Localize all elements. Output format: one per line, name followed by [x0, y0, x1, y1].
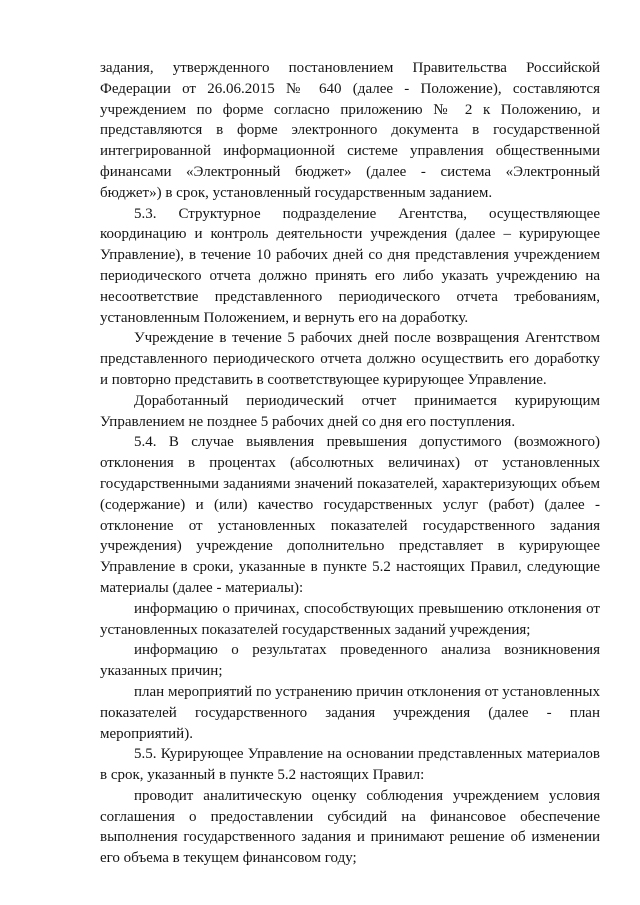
paragraph-causes-info: информацию о причинах, способствующих превышению отклонения от установленных показателей государственных заданий учреждения; — [100, 600, 600, 638]
document-body — [100, 58, 600, 869]
paragraph-rework: Учреждение в течение 5 рабочих дней после возвращения Агентством представленного периодического отчета должно осуществить его доработку и повторно представить в соответствующее курирующее Управление. — [100, 330, 600, 388]
paragraph-action-plan: план мероприятий по устранению причин отклонения от установленных показателей государственного задания учреждения (далее - план мероприятий). — [100, 683, 600, 742]
paragraph-5-3: 5.3. Структурное подразделение Агентства, осуществляющее координацию и контроль деятельности учреждения (далее – курирующее Управление), в течение 10 рабочих дней со дня представления учреждением периодического отчета должно принять его либо указать учреждению на несоответствие представленного периодического отчета требованиям, установленным Положением, и вернуть его на доработку. — [100, 205, 600, 326]
paragraph-analysis-info: информацию о результатах проведенного анализа возникновения указанных причин; — [100, 642, 600, 680]
paragraph-5-5: 5.5. Курирующее Управление на основании представленных материалов в срок, указанный в пункте 5.2 настоящих Правил: — [100, 746, 600, 784]
paragraph-continuation: задания, утвержденного постановлением Правительства Российской Федерации от 26.06.2015 № 640 (далее - Положение), составляются учреждением по форме согласно приложению № 2 к Положению, и представляются в форме электронного документа в государственной интегрированной информационной системе управления общественными финансами «Электронный бюджет» (далее - система «Электронный бюджет») в срок, установленный государственным заданием. — [100, 60, 600, 201]
paragraph-reworked-report: Доработанный периодический отчет принимается курирующим Управлением не позднее 5 рабочих дней со дня его поступления. — [100, 392, 600, 430]
paragraph-assessment: проводит аналитическую оценку соблюдения учреждением условия соглашения о предоставлении субсидий на финансовое обеспечение выполнения государственного задания и принимают решение об изменении его объема в текущем финансовом году; — [100, 787, 600, 867]
paragraph-5-4: 5.4. В случае выявления превышения допустимого (возможного) отклонения в процентах (абсолютных величинах) от установленных государственными заданиями значений показателей, характеризующих объем (содержание) и (или) качество государственных услуг (работ) (далее - отклонение от установленных показателей государственного задания учреждения) учреждение дополнительно представляет в курирующее Управление в сроки, указанные в пункте 5.2 настоящих Правил, следующие материалы (далее - материалы): — [100, 434, 600, 596]
